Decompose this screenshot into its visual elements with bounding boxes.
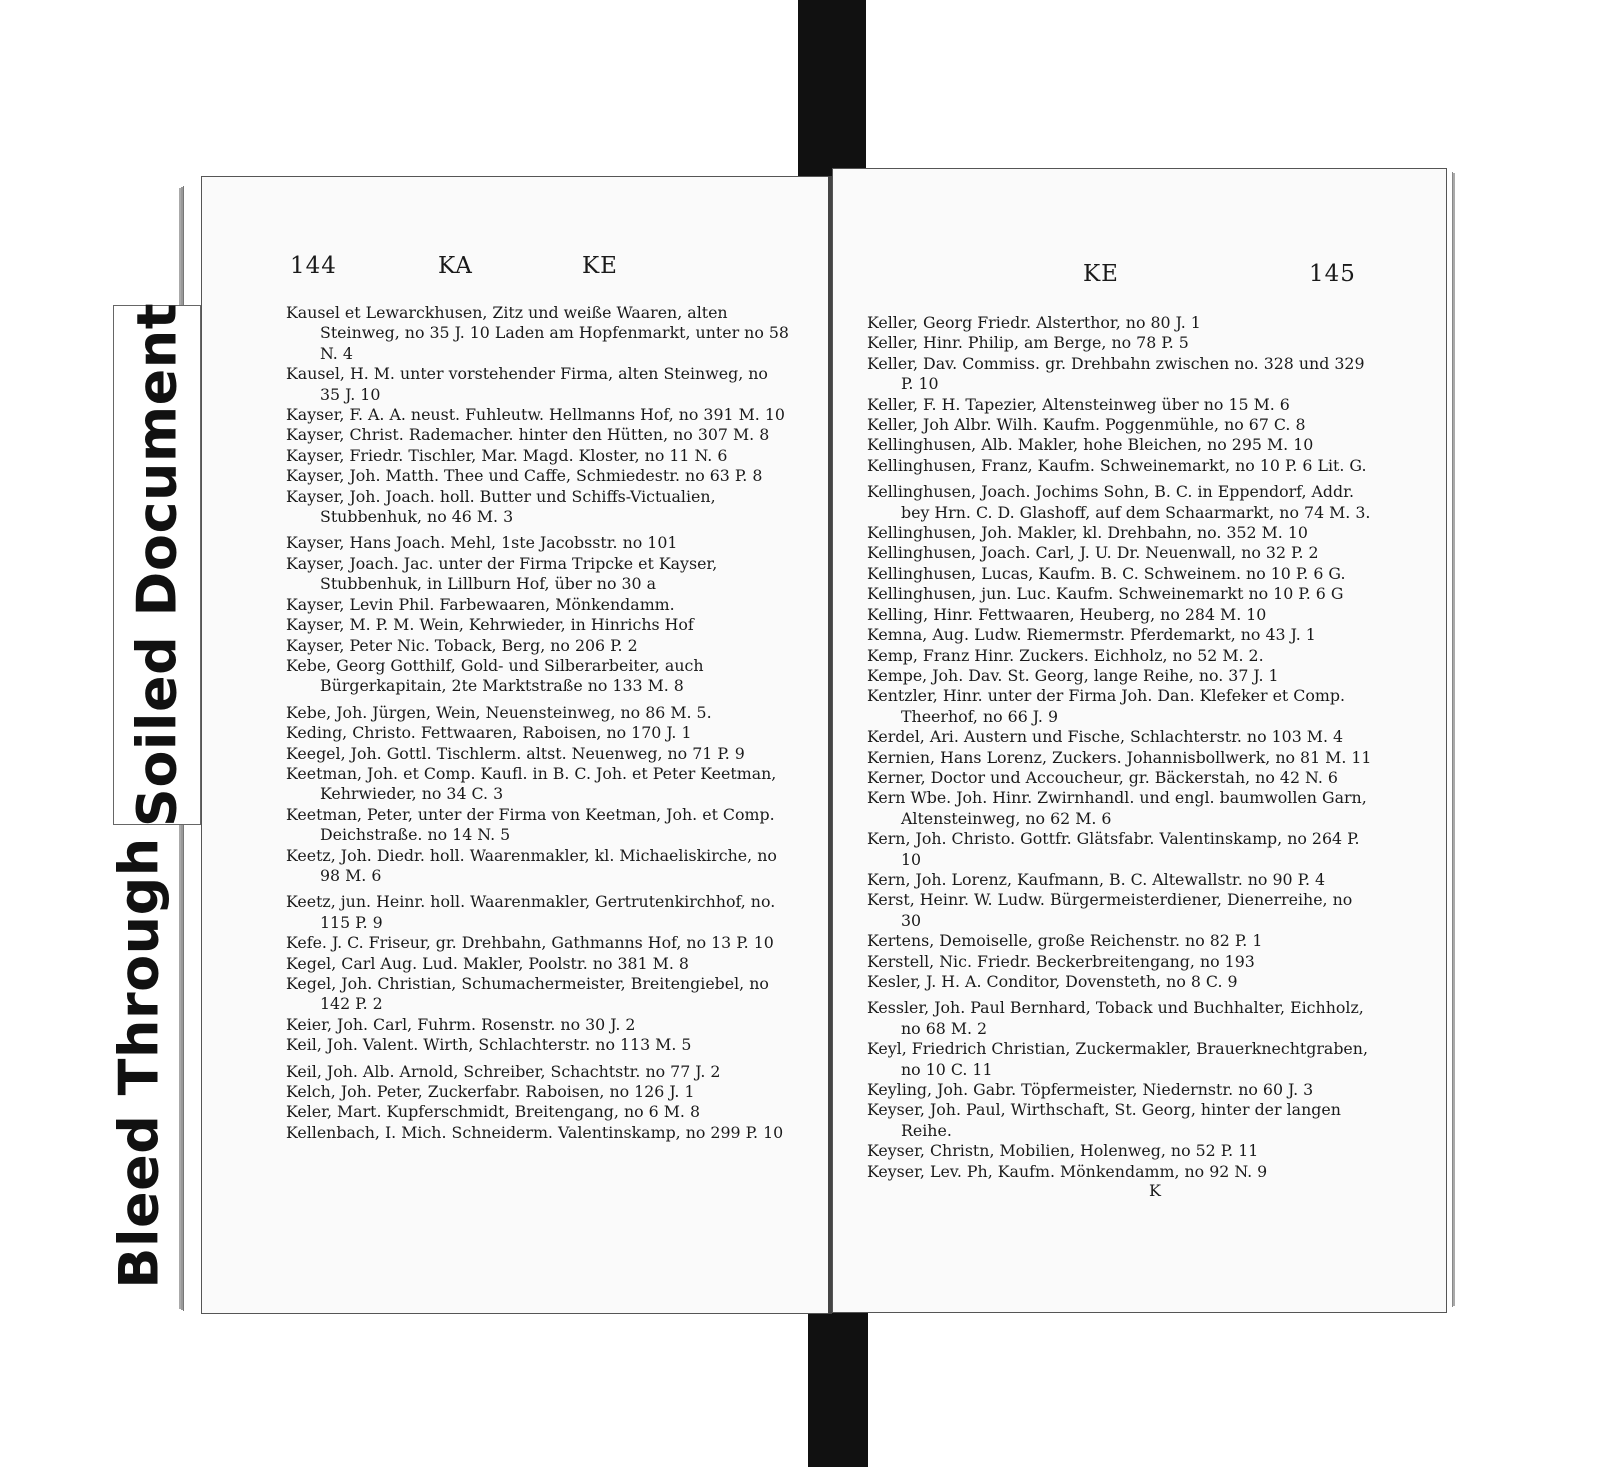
black-spine-bar-bottom: [808, 1310, 868, 1467]
directory-entry: Kellinghusen, Alb. Makler, hohe Bleichen, no 295 M. 10: [867, 435, 1314, 455]
soiled-document-label: [113, 302, 201, 828]
bleed-through-text: Bleed Through: [107, 836, 171, 1289]
directory-entry: Kelch, Joh. Peter, Zuckerfabr. Raboisen, no 126 J. 1: [286, 1082, 695, 1102]
directory-entry: Kegel, Joh. Christian, Schumachermeister, Breitengiebel, no 142 P. 2: [286, 974, 769, 1014]
directory-entry: Kemp, Franz Hinr. Zuckers. Eichholz, no 52 M. 2.: [867, 645, 1264, 665]
right-entry-list: [867, 313, 1377, 1182]
left-entry-list: [286, 303, 791, 1143]
running-header-ke-right: KE: [1083, 261, 1119, 287]
running-header-ke-left: KE: [582, 253, 618, 279]
directory-entry: Keller, Georg Friedr. Alsterthor, no 80 J. 1: [867, 313, 1201, 332]
bleed-through-label: [100, 835, 178, 1290]
directory-entry: Kayser, Christ. Rademacher. hinter den Hütten, no 307 M. 8: [286, 425, 770, 445]
directory-entry: Keller, F. H. Tapezier, Altensteinweg über no 15 M. 6: [867, 394, 1290, 414]
directory-entry: Keil, Joh. Alb. Arnold, Schreiber, Schachtstr. no 77 J. 2: [286, 1061, 721, 1081]
directory-entry: Kebe, Georg Gotthilf, Gold- und Silberarbeiter, auch Bürgerkapitain, 2te Marktstraße no 133 M. 8: [286, 655, 704, 696]
directory-entry: Kempe, Joh. Dav. St. Georg, lange Reihe, no. 37 J. 1: [867, 665, 1279, 685]
directory-entry: Kayser, M. P. M. Wein, Kehrwieder, in Hinrichs Hof: [286, 615, 694, 635]
directory-entry: Kayser, Joh. Joach. holl. Butter und Schiffs-Victualien, Stubbenhuk, no 46 M. 3: [286, 486, 716, 527]
directory-entry: Keil, Joh. Valent. Wirth, Schlachterstr. no 113 M. 5: [286, 1035, 692, 1055]
directory-entry: Kayser, Friedr. Tischler, Mar. Magd. Kloster, no 11 N. 6: [286, 445, 728, 465]
directory-entry: Kellenbach, I. Mich. Schneiderm. Valentinskamp, no 299 P. 10: [286, 1122, 784, 1142]
directory-entry: Kayser, F. A. A. neust. Fuhleutw. Hellmanns Hof, no 391 M. 10: [286, 405, 785, 425]
directory-entry: Kayser, Joach. Jac. unter der Firma Tripcke et Kayser, Stubbenhuk, in Lillburn Hof, über no 30 a: [286, 553, 718, 594]
page-number-left: 144: [290, 253, 337, 279]
directory-entry: Kerdel, Ari. Austern und Fische, Schlachterstr. no 103 M. 4: [867, 727, 1344, 747]
directory-entry: Kerner, Doctor und Accoucheur, gr. Bäckerstah, no 42 N. 6: [867, 767, 1338, 787]
right-page: [832, 168, 1447, 1313]
directory-entry: Kellinghusen, Joh. Makler, kl. Drehbahn, no. 352 M. 10: [867, 523, 1308, 543]
directory-entry: Keyser, Lev. Ph, Kaufm. Mönkendamm, no 92 N. 9: [867, 1161, 1268, 1181]
directory-entry: Kemna, Aug. Ludw. Riemermstr. Pferdemarkt, no 43 J. 1: [867, 625, 1316, 645]
directory-entry: Keetman, Peter, unter der Firma von Keetman, Joh. et Comp. Deichstraße. no 14 N. 5: [286, 804, 775, 845]
directory-entry: Kegel, Carl Aug. Lud. Makler, Poolstr. no 381 M. 8: [286, 953, 689, 973]
directory-entry: Kentzler, Hinr. unter der Firma Joh. Dan. Klefeker et Comp. Theerhof, no 66 J. 9: [867, 686, 1346, 726]
directory-entry: Kellinghusen, Joach. Carl, J. U. Dr. Neuenwall, no 32 P. 2: [867, 543, 1319, 563]
soiled-document-text: Soiled Document: [125, 302, 189, 828]
directory-entry: Keyser, Christn, Mobilien, Holenweg, no 52 P. 11: [867, 1141, 1259, 1161]
directory-entry: Keetz, jun. Heinr. holl. Waarenmakler, Gertrutenkirchhof, no. 115 P. 9: [286, 892, 776, 932]
page-number-right: 145: [1309, 261, 1356, 287]
directory-entry: Kayser, Hans Joach. Mehl, 1ste Jacobsstr. no 101: [286, 533, 678, 553]
catchword: K: [1149, 1181, 1161, 1200]
directory-entry: Kernien, Hans Lorenz, Zuckers. Johannisbollwerk, no 81 M. 11: [867, 747, 1372, 767]
running-header-ka: KA: [438, 253, 473, 279]
directory-entry: Kern Wbe. Joh. Hinr. Zwirnhandl. und engl. baumwollen Garn, Altensteinweg, no 62 M. 6: [867, 788, 1367, 828]
directory-entry: Keegel, Joh. Gottl. Tischlerm. altst. Neuenweg, no 71 P. 9: [286, 743, 745, 763]
directory-entry: Keler, Mart. Kupferschmidt, Breitengang, no 6 M. 8: [286, 1102, 701, 1122]
directory-entry: Kern, Joh. Christo. Gottfr. Glätsfabr. Valentinskamp, no 264 P. 10: [867, 829, 1360, 869]
directory-entry: Keller, Joh Albr. Wilh. Kaufm. Poggenmühle, no 67 C. 8: [867, 415, 1306, 435]
directory-entry: Keller, Dav. Commiss. gr. Drehbahn zwischen no. 328 und 329 P. 10: [867, 353, 1365, 394]
directory-entry: Kelling, Hinr. Fettwaaren, Heuberg, no 284 M. 10: [867, 604, 1267, 624]
directory-entry: Kellinghusen, Lucas, Kaufm. B. C. Schweinem. no 10 P. 6 G.: [867, 563, 1346, 583]
directory-entry: Keyling, Joh. Gabr. Töpfermeister, Niedernstr. no 60 J. 3: [867, 1080, 1314, 1100]
directory-entry: Kefe. J. C. Friseur, gr. Drehbahn, Gathmanns Hof, no 13 P. 10: [286, 933, 774, 953]
directory-entry: Kausel, H. M. unter vorstehender Firma, alten Steinweg, no 35 J. 10: [286, 364, 768, 404]
directory-entry: Keier, Joh. Carl, Fuhrm. Rosenstr. no 30 J. 2: [286, 1014, 636, 1034]
directory-entry: Keyl, Friedrich Christian, Zuckermakler, Brauerknechtgraben, no 10 C. 11: [867, 1039, 1368, 1079]
directory-entry: Kebe, Joh. Jürgen, Wein, Neuensteinweg, no 86 M. 5.: [286, 702, 712, 722]
directory-entry: Kerstell, Nic. Friedr. Beckerbreitengang, no 193: [867, 951, 1255, 971]
directory-entry: Kesler, J. H. A. Conditor, Dovensteth, no 8 C. 9: [867, 972, 1238, 991]
directory-entry: Kayser, Peter Nic. Toback, Berg, no 206 P. 2: [286, 635, 638, 655]
directory-entry: Keller, Hinr. Philip, am Berge, no 78 P. 5: [867, 333, 1189, 353]
black-spine-bar-top: [798, 0, 866, 188]
directory-entry: Kerst, Heinr. W. Ludw. Bürgermeisterdiener, Dienerreihe, no 30: [867, 890, 1353, 930]
directory-entry: Kellinghusen, jun. Luc. Kaufm. Schweinemarkt no 10 P. 6 G: [867, 584, 1344, 604]
directory-entry: Kern, Joh. Lorenz, Kaufmann, B. C. Altewallstr. no 90 P. 4: [867, 869, 1326, 889]
directory-entry: Kausel et Lewarckhusen, Zitz und weiße Waaren, alten Steinweg, no 35 J. 10 Laden am Hopfenmarkt, unter no 58 N. 4: [286, 303, 789, 363]
directory-entry: Kertens, Demoiselle, große Reichenstr. no 82 P. 1: [867, 931, 1263, 951]
directory-entry: Keyser, Joh. Paul, Wirthschaft, St. Georg, hinter der langen Reihe.: [867, 1100, 1341, 1140]
directory-entry: Kayser, Joh. Matth. Thee und Caffe, Schmiedestr. no 63 P. 8: [286, 466, 763, 486]
directory-entry: Keetz, Joh. Diedr. holl. Waarenmakler, kl. Michaeliskirche, no 98 M. 6: [286, 845, 777, 885]
directory-entry: Keding, Christo. Fettwaaren, Raboisen, no 170 J. 1: [286, 723, 692, 743]
directory-entry: Kessler, Joh. Paul Bernhard, Toback und Buchhalter, Eichholz, no 68 M. 2: [867, 998, 1364, 1038]
directory-entry: Kayser, Levin Phil. Farbewaaren, Mönkendamm.: [286, 594, 675, 614]
directory-entry: Kellinghusen, Joach. Jochims Sohn, B. C. in Eppendorf, Addr. bey Hrn. C. D. Glashoff, auf dem Schaarmarkt, no 74 M. 3.: [867, 482, 1371, 522]
left-page: [201, 176, 829, 1314]
directory-entry: Kellinghusen, Franz, Kaufm. Schweinemarkt, no 10 P. 6 Lit. G.: [867, 455, 1367, 475]
directory-entry: Keetman, Joh. et Comp. Kaufl. in B. C. Joh. et Peter Keetman, Kehrwieder, no 34 C. 3: [286, 763, 777, 804]
